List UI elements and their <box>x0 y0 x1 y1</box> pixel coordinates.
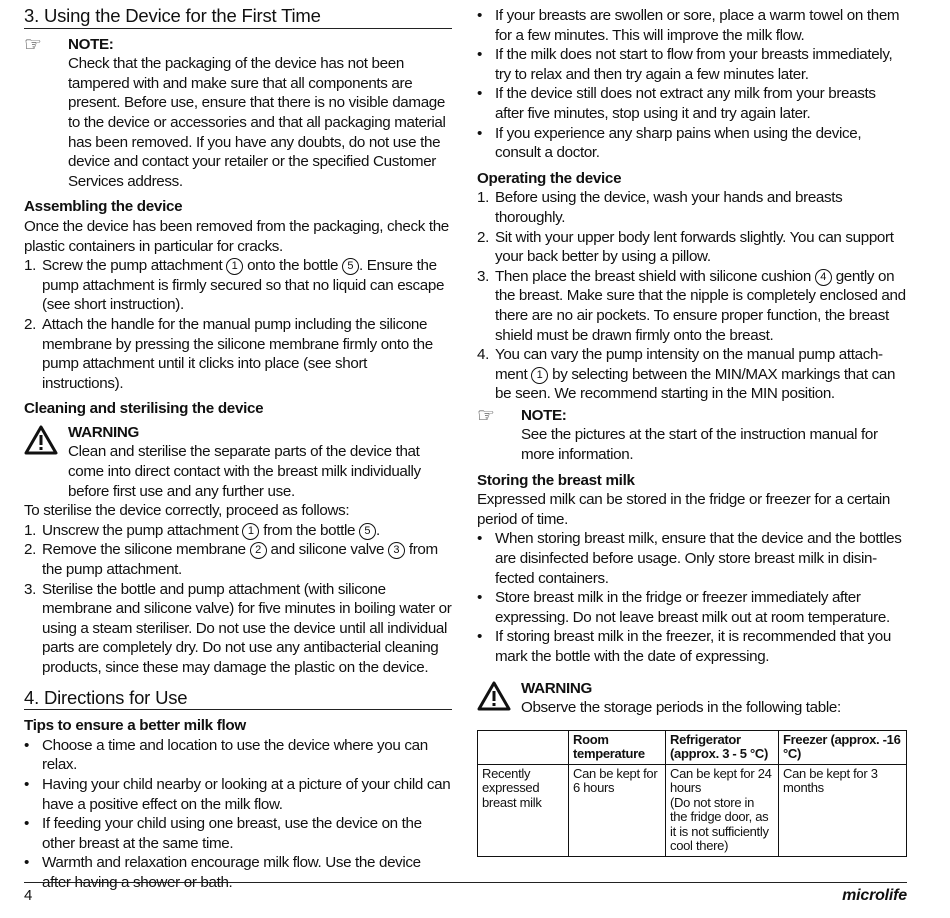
note-text: Check that the packaging of the device has not been tampered with and make sure that all components are present. Before use, ensure that there is no visible damage to the device or accessories and that all packaging material has been removed. If you have any doubts, do not use the device and contact your retailer or the specified Customer Services address. <box>68 55 446 190</box>
list-item <box>477 267 907 345</box>
bullet-icon: • <box>477 530 482 548</box>
bullet-icon: • <box>477 85 482 103</box>
step-text: Before using the device, wash your hands and breasts thoroughly. <box>495 189 843 226</box>
tip-text: Warmth and relaxation encourage milk flow. Use the device after having a shower or bath. <box>42 854 421 891</box>
step-text: Unscrew the pump attachment <box>42 521 243 539</box>
step-text: Screw the pump attachment <box>42 257 227 275</box>
step-text: by selecting between the MIN/MAX markings that can be seen. We recommend starting in the MIN position. <box>495 365 896 403</box>
list-item <box>477 124 907 163</box>
assembling-heading: Assembling the device <box>24 198 183 216</box>
bullet-icon: • <box>477 124 482 142</box>
warning-label: WARNING <box>521 679 592 697</box>
tip-text: Choose a time and location to use the device where you can relax. <box>42 736 428 774</box>
note-text: See the pictures at the start of the instruction manual for more information. <box>521 426 878 464</box>
table-header-cell: Freezer (approx. -16 °C) <box>779 730 907 764</box>
note-block <box>24 35 452 192</box>
list-item <box>24 580 452 678</box>
fridge-note: (Do not store in the fridge door, as it is not sufficiently cool there) <box>670 794 769 854</box>
list-item <box>477 588 907 627</box>
warning-label: WARNING <box>68 423 139 441</box>
tip-text: If you experience any sharp pains when using the device, consult a doctor. <box>495 124 862 162</box>
warning-text: Observe the storage periods in the following table: <box>521 699 841 717</box>
bullet-icon: • <box>477 7 482 24</box>
step-text: Remove the silicone membrane <box>42 541 250 559</box>
table-cell: Can be kept for 3 months <box>779 764 907 856</box>
list-item <box>477 188 907 227</box>
step-text: gently on the breast. Make sure that the nipple is completely enclosed and there are no air pockets. To ensure proper function, the breast shield must be drawn firmly onto the breast. <box>495 267 906 344</box>
list-item <box>477 529 907 588</box>
step-number: 3. <box>477 267 489 285</box>
sterilise-steps <box>24 521 452 678</box>
warning-triangle-icon <box>24 423 68 501</box>
pointing-hand-icon: ☞ <box>24 33 42 56</box>
table-cell: Recently expressed breast milk <box>478 764 569 856</box>
tips-heading: Tips to ensure a better milk flow <box>24 717 246 735</box>
storing-text: If storing breast milk in the freezer, it is recommended that you mark the bottle with the date of expressing. <box>495 628 891 665</box>
step-number: 2. <box>24 541 36 559</box>
list-item <box>24 736 452 775</box>
part-number-badge: 1 <box>226 258 243 275</box>
storage-table <box>477 730 907 857</box>
tip-text: If feeding your child using one breast, use the device on the other breast at the same time. <box>42 815 422 852</box>
right-column <box>477 6 907 857</box>
storing-list <box>477 529 907 666</box>
table-header-cell: Room temperature <box>569 730 666 764</box>
note-block <box>477 406 907 465</box>
list-item <box>477 45 907 84</box>
bullet-icon: • <box>24 854 29 872</box>
step-text: and silicone valve <box>266 541 388 559</box>
bullet-icon: • <box>477 46 482 64</box>
note-label: NOTE: <box>68 35 114 53</box>
step-text: Attach the handle for the manual pump including the silicone membrane by pressing the silicone membrane firmly onto the pump attachment until it clicks into place (see short instructions). <box>42 315 433 392</box>
table-header-cell <box>478 730 569 764</box>
note-label: NOTE: <box>521 406 567 424</box>
table-header-row <box>478 730 907 764</box>
part-number-badge: 4 <box>815 269 832 286</box>
bullet-icon: • <box>477 628 482 646</box>
warning-block <box>477 679 907 718</box>
page-footer <box>24 882 907 913</box>
step-text: . <box>375 521 380 539</box>
storing-text: When storing breast milk, ensure that the device and the bottles are disinfected before usage. Only store breast milk in disin-fected containers. <box>495 530 902 587</box>
tip-text: Having your child nearby or looking at a picture of your child can have a positive effect on the milk flow. <box>42 775 451 813</box>
part-number-badge: 5 <box>359 523 376 540</box>
part-number-badge: 2 <box>250 542 267 559</box>
step-text: You can vary the pump intensity on the manual pump attach-ment <box>495 346 883 383</box>
tips-list <box>24 736 452 893</box>
step-text: . Ensure the pump attachment is firmly secured so that no liquid can escape (see short instruction). <box>42 257 445 314</box>
section-3-title: 3. Using the Device for the First Time <box>24 0 452 29</box>
list-item <box>24 775 452 814</box>
list-item <box>24 540 452 579</box>
step-text: from the bottle <box>259 521 359 539</box>
step-number: 1. <box>24 521 36 539</box>
list-item <box>477 6 907 45</box>
bullet-icon: • <box>477 589 482 607</box>
cleaning-heading: Cleaning and sterilising the device <box>24 400 264 418</box>
part-number-badge: 3 <box>388 542 405 559</box>
list-item <box>477 627 907 666</box>
tip-text: If your breasts are swollen or sore, place a warm towel on them for a few minutes. This will improve the milk flow. <box>495 7 900 44</box>
warning-triangle-icon <box>477 679 521 718</box>
list-item <box>477 345 907 404</box>
list-item <box>24 521 452 541</box>
step-number: 4. <box>477 346 489 364</box>
step-text: Then place the breast shield with silicone cushion <box>495 267 815 285</box>
brand-logo: microlife <box>842 887 907 904</box>
operating-heading: Operating the device <box>477 169 622 187</box>
list-item <box>24 256 452 315</box>
step-text: Sit with your upper body lent forwards slightly. You can support your back better by using a pillow. <box>495 228 894 266</box>
fridge-duration: Can be kept for 24 hours <box>670 765 772 796</box>
step-text: Sterilise the bottle and pump attachment (with silicone membrane and silicone valve) for five minutes in boiling water or using a steam steriliser. Do not use the device until all individual parts are completely dry. Do not use any antibacterial cleaning products, since these may damage the plastic on the device. <box>42 580 452 676</box>
list-item <box>24 814 452 853</box>
warning-text: Clean and sterilise the separate parts of the device that come into direct contact with the breast milk individually before first use and any further use. <box>68 443 421 500</box>
step-number: 1. <box>24 257 36 275</box>
part-number-badge: 5 <box>342 258 359 275</box>
step-number: 3. <box>24 580 36 598</box>
storing-heading: Storing the breast milk <box>477 471 635 489</box>
step-text: from the pump attachment. <box>42 541 438 579</box>
part-number-badge: 1 <box>531 367 548 384</box>
step-number: 2. <box>477 228 489 246</box>
section-4-title: 4. Directions for Use <box>24 682 452 711</box>
bullet-icon: • <box>24 775 29 793</box>
pointing-hand-icon: ☞ <box>477 404 495 427</box>
list-item <box>24 315 452 393</box>
page-number: 4 <box>24 887 33 904</box>
assembling-intro: Once the device has been removed from the packaging, check the plastic containers in particular for cracks. <box>24 217 449 255</box>
step-number: 2. <box>24 315 36 333</box>
left-column <box>24 0 452 893</box>
table-cell: Can be kept for 6 hours <box>569 764 666 856</box>
step-text: onto the bottle <box>243 257 342 275</box>
step-number: 1. <box>477 189 489 207</box>
sterilise-intro: To sterilise the device correctly, proceed as follows: <box>24 502 350 520</box>
tip-text: If the milk does not start to flow from your breasts immediately, try to relax and then try again a few minutes later. <box>495 46 893 83</box>
warning-block <box>24 423 452 501</box>
list-item <box>477 228 907 267</box>
table-row <box>478 764 907 856</box>
tip-text: If the device still does not extract any milk from your breasts after five minutes, stop using it and try again later. <box>495 85 876 122</box>
table-header-cell: Refrigerator (approx. 3 - 5 °C) <box>666 730 779 764</box>
operating-steps <box>477 188 907 404</box>
part-number-badge: 1 <box>242 523 259 540</box>
list-item <box>477 84 907 123</box>
storing-text: Store breast milk in the fridge or freezer immediately after expressing. Do not leave breast milk out at room temperature. <box>495 589 890 626</box>
bullet-icon: • <box>24 815 29 833</box>
bullet-icon: • <box>24 736 29 754</box>
assembling-steps <box>24 256 452 393</box>
tips-list-continued <box>477 6 907 163</box>
storing-intro: Expressed milk can be stored in the fridge or freezer for a certain period of time. <box>477 491 890 528</box>
table-cell <box>666 764 779 856</box>
